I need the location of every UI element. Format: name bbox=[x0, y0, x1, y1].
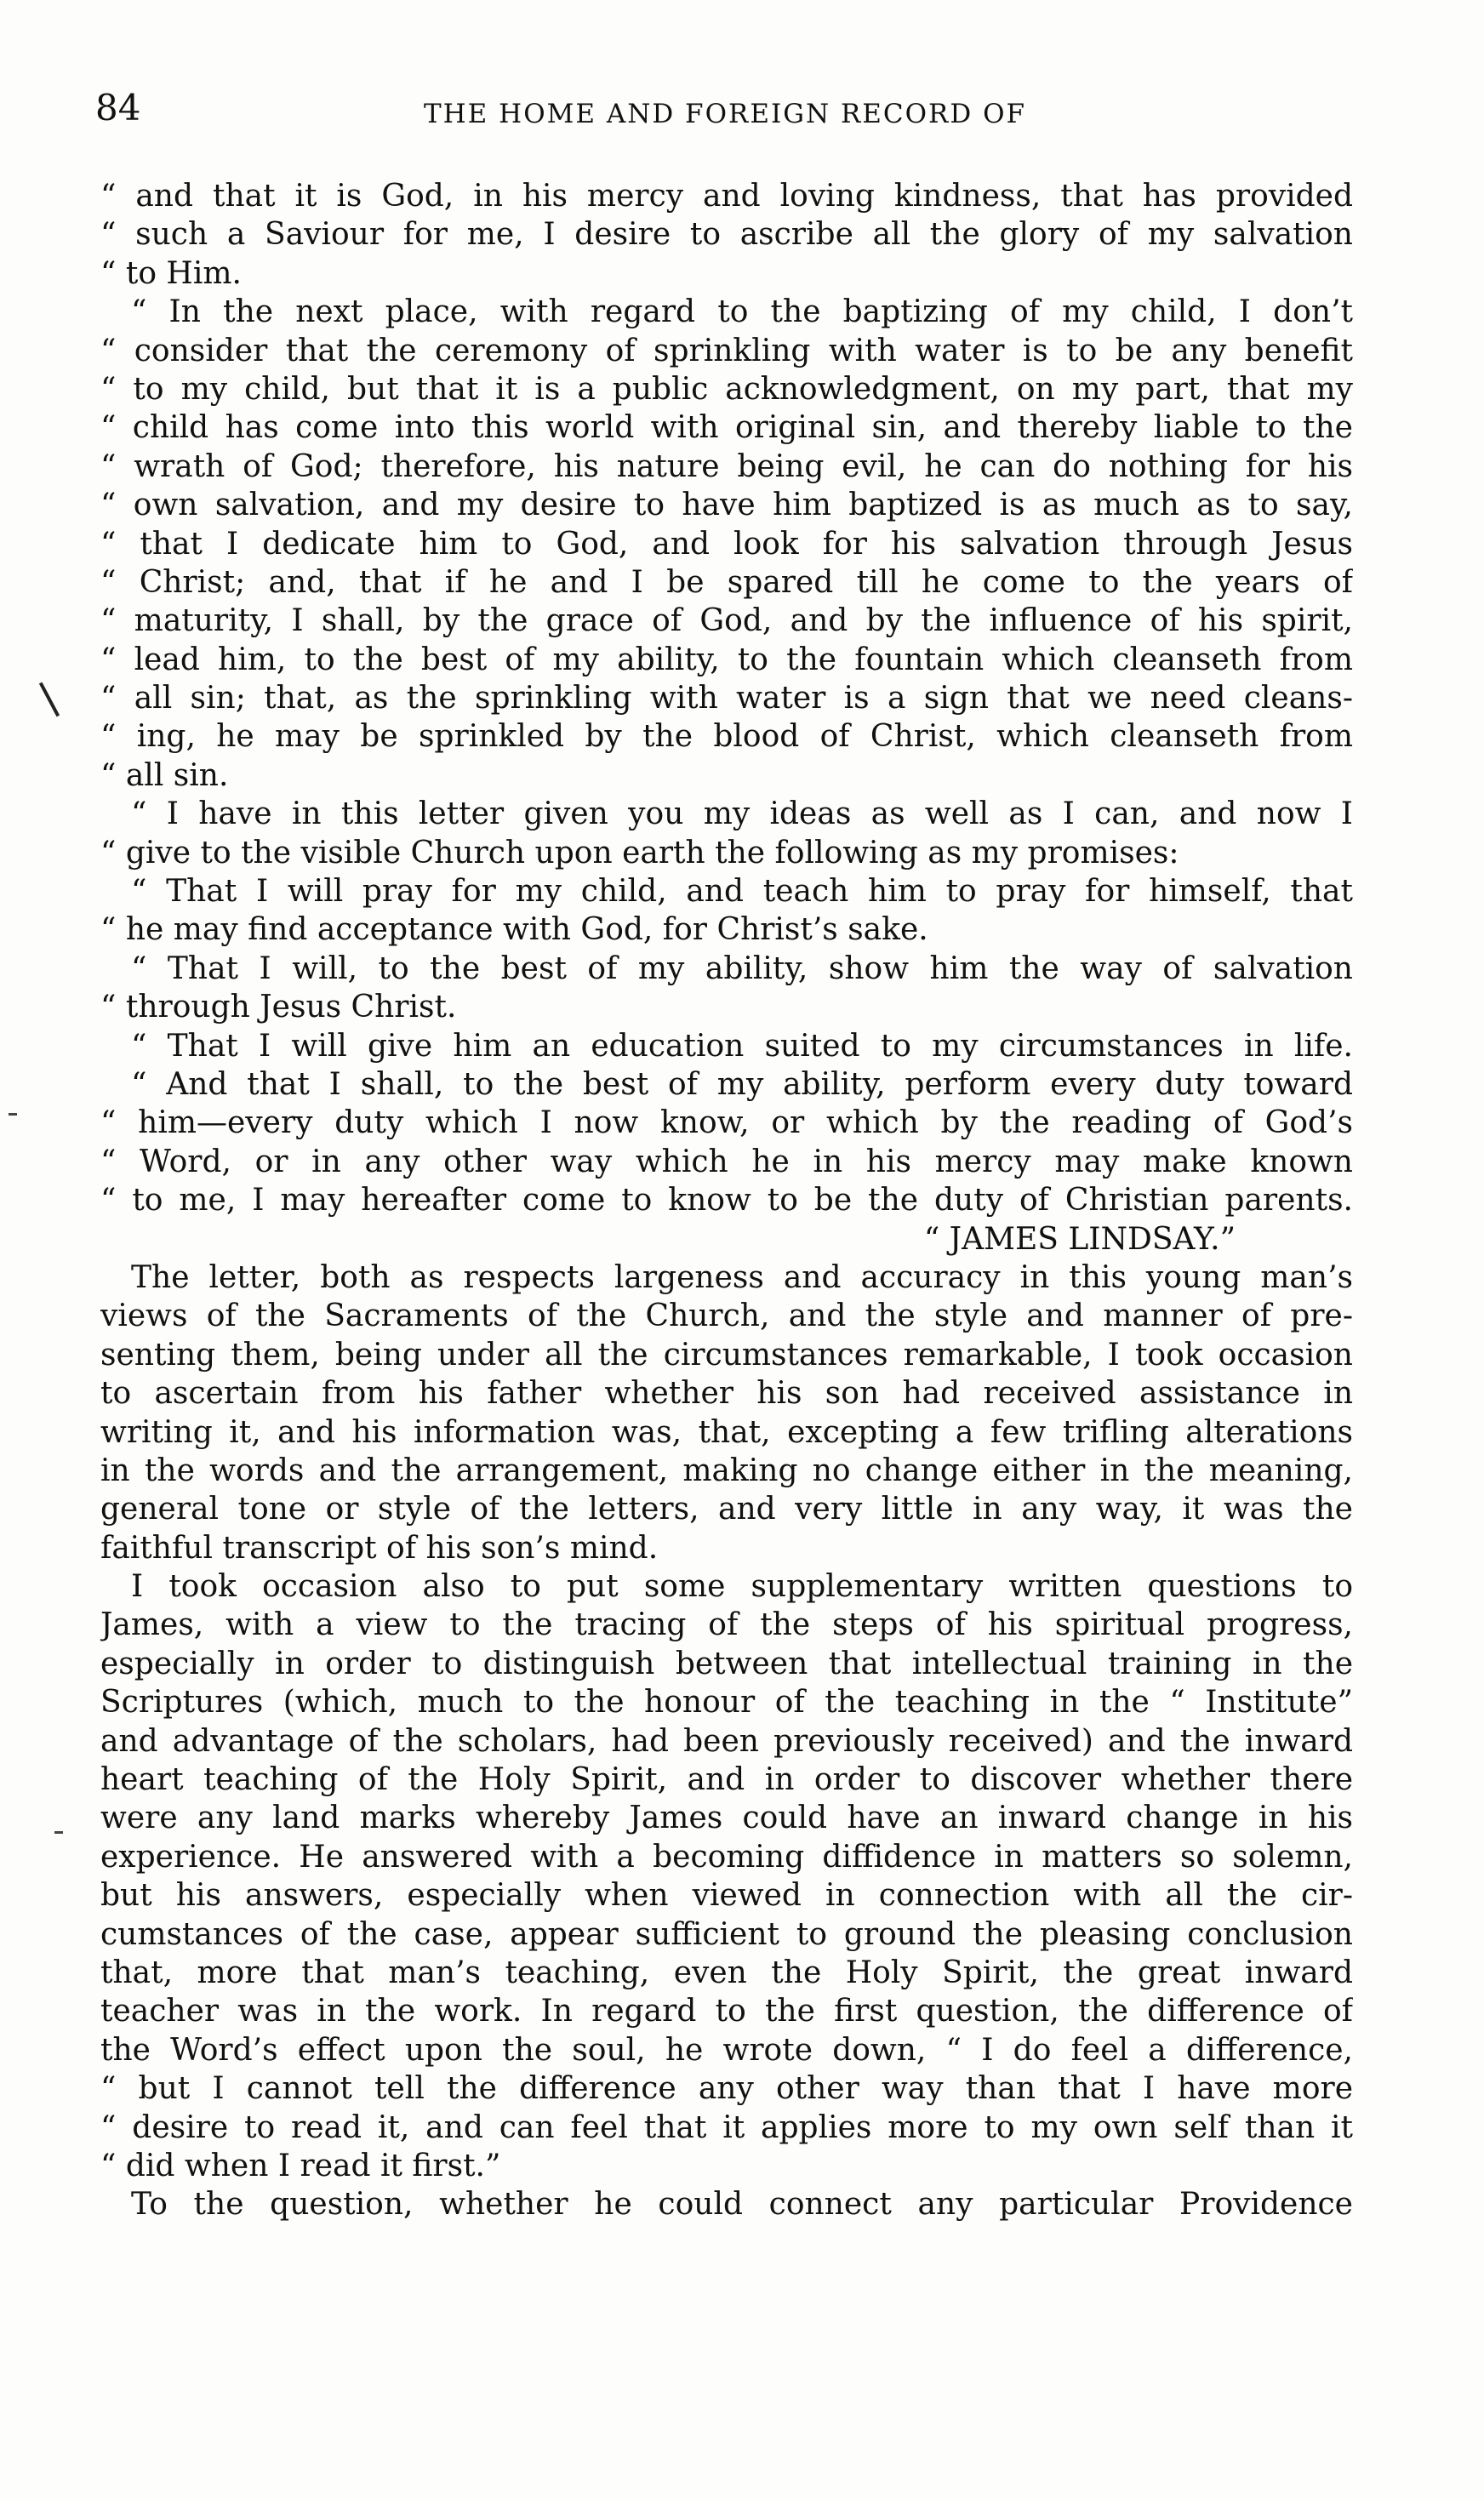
text-line: I took occasion also to put some supplementary written questions to bbox=[131, 1569, 1353, 1605]
text-line: “ all sin. bbox=[100, 757, 229, 793]
text-line: “ That I will pray for my child, and teach him to pray for himself, that bbox=[131, 874, 1353, 910]
text-line: “ to me, I may hereafter come to know to be the duty of Christian parents. bbox=[100, 1183, 1353, 1219]
text-line: to ascertain from his father whether his son had received assistance in bbox=[100, 1376, 1353, 1412]
text-line: and advantage of the scholars, had been previously received) and the inward bbox=[100, 1723, 1353, 1759]
text-line: in the words and the arrangement, making no change either in the meaning, bbox=[100, 1453, 1353, 1488]
text-line: “ ing, he may be sprinkled by the blood of Christ, which cleanseth from bbox=[100, 719, 1353, 755]
text-line: “ In the next place, with regard to the baptizing of my child, I don’t bbox=[131, 294, 1353, 330]
text-line: “ but I cannot tell the difference any other way than that I have more bbox=[100, 2071, 1353, 2107]
text-line: the Word’s effect upon the soul, he wrote down, “ I do feel a difference, bbox=[100, 2032, 1353, 2068]
text-line: “ And that I shall, to the best of my ability, perform every duty toward bbox=[131, 1066, 1353, 1102]
text-line: heart teaching of the Holy Spirit, and in order to discover whether there bbox=[100, 1762, 1353, 1798]
text-line: cumstances of the case, appear sufficient to ground the pleasing conclusion bbox=[100, 1916, 1353, 1952]
text-line: “ That I will give him an education suited to my circumstances in life. bbox=[131, 1028, 1353, 1064]
page-number: 84 bbox=[95, 87, 141, 128]
text-line: “ I have in this letter given you my ideas as well as I can, and now I bbox=[131, 796, 1353, 832]
text-line: general tone or style of the letters, and very little in any way, it was the bbox=[100, 1492, 1353, 1527]
text-line: “ desire to read it, and can feel that it applies more to my own self than it bbox=[100, 2109, 1353, 2145]
text-line: “ Christ; and, that if he and I be spared till he come to the years of bbox=[100, 564, 1353, 600]
text-line: teacher was in the work. In regard to the first question, the difference of bbox=[100, 1994, 1353, 2029]
text-line: “ own salvation, and my desire to have him baptized is as much as to say, bbox=[100, 488, 1353, 523]
body-text bbox=[100, 177, 1353, 2224]
text-line: “ him—every duty which I now know, or which by the reading of God’s bbox=[100, 1105, 1353, 1141]
page-header bbox=[95, 87, 1355, 138]
text-line: that, more that man’s teaching, even the Holy Spirit, the great inward bbox=[100, 1955, 1353, 1990]
text-line: but his answers, especially when viewed in connection with all the cir- bbox=[100, 1878, 1353, 1914]
text-line: “ maturity, I shall, by the grace of God, and by the influence of his spirit, bbox=[100, 603, 1353, 639]
text-line: “ such a Saviour for me, I desire to ascribe all the glory of my salvation bbox=[100, 217, 1353, 253]
text-line: “ and that it is God, in his mercy and loving kindness, that has provided bbox=[100, 179, 1353, 214]
text-line: “ through Jesus Christ. bbox=[100, 990, 457, 1025]
text-line: James, with a view to the tracing of the steps of his spiritual progress, bbox=[100, 1607, 1353, 1643]
text-line: To the question, whether he could connect any particular Providence bbox=[131, 2187, 1353, 2223]
text-line: “ consider that the ceremony of sprinkling with water is to be any benefit bbox=[100, 333, 1353, 368]
text-line: writing it, and his information was, that, excepting a few trifling alterations bbox=[100, 1414, 1353, 1450]
text-line: “ lead him, to the best of my ability, to the fountain which cleanseth from bbox=[100, 642, 1353, 677]
text-line: Scriptures (which, much to the honour of the teaching in the “ Institute” bbox=[100, 1685, 1353, 1721]
text-line: “ give to the visible Church upon earth the following as my promises: bbox=[100, 835, 1179, 870]
text-line: “ to my child, but that it is a public acknowledgment, on my part, that my bbox=[100, 371, 1353, 407]
text-line: views of the Sacraments of the Church, and the style and manner of pre- bbox=[100, 1299, 1353, 1334]
text-line: experience. He answered with a becoming diffidence in matters so solemn, bbox=[100, 1839, 1353, 1875]
signature-line: “ JAMES LINDSAY.” bbox=[923, 1221, 1236, 1257]
text-line: “ did when I read it first.” bbox=[100, 2148, 501, 2183]
text-line: “ that I dedicate him to God, and look for his salvation through Jesus bbox=[100, 526, 1353, 562]
text-line: “ to Him. bbox=[100, 255, 242, 291]
text-line: “ That I will, to the best of my ability, show him the way of salvation bbox=[131, 950, 1353, 986]
text-line: The letter, both as respects largeness and accuracy in this young man’s bbox=[131, 1259, 1353, 1295]
margin-stroke-mark bbox=[39, 682, 60, 717]
margin-dash-mark bbox=[54, 1831, 63, 1834]
text-line: senting them, being under all the circumstances remarkable, I took occasion bbox=[100, 1337, 1353, 1373]
text-line: “ child has come into this world with original sin, and thereby liable to the bbox=[100, 410, 1353, 446]
text-line: were any land marks whereby James could have an inward change in his bbox=[100, 1801, 1353, 1836]
text-line: faithful transcript of his son’s mind. bbox=[100, 1530, 659, 1566]
text-line: “ he may find acceptance with God, for Christ’s sake. bbox=[100, 912, 928, 948]
text-line: “ Word, or in any other way which he in his mercy may make known bbox=[100, 1144, 1353, 1179]
running-title: THE HOME AND FOREIGN RECORD OF bbox=[423, 99, 1027, 129]
text-line: especially in order to distinguish between that intellectual training in the bbox=[100, 1646, 1353, 1681]
text-line: “ wrath of God; therefore, his nature being evil, he can do nothing for his bbox=[100, 448, 1353, 484]
text-line: “ all sin; that, as the sprinkling with water is a sign that we need cleans- bbox=[100, 681, 1353, 716]
margin-dash-mark bbox=[9, 1113, 17, 1116]
